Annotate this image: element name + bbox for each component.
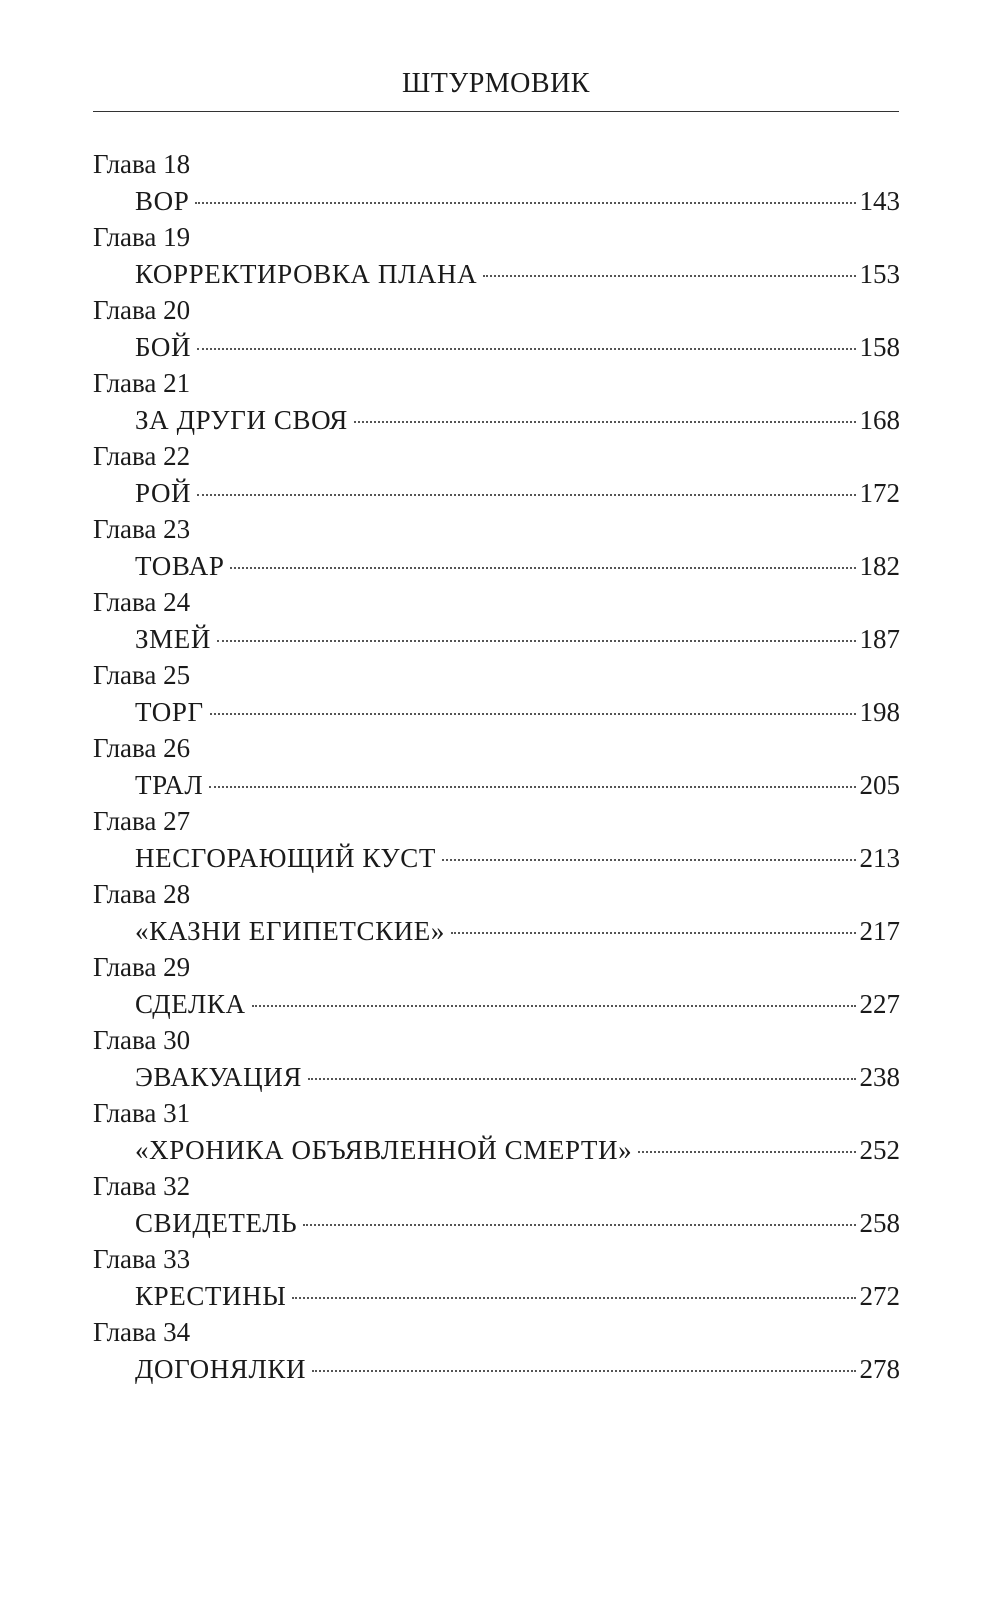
toc-title-line: [135, 694, 900, 730]
chapter-label: Глава 27: [93, 806, 191, 836]
dot-leader: [303, 1224, 855, 1226]
toc-entry: [93, 512, 900, 585]
dot-leader: [209, 786, 855, 788]
running-head-title: ШТУРМОВИК: [402, 68, 590, 99]
chapter-title: ДОГОНЯЛКИ: [135, 1354, 307, 1384]
chapter-title: ЭВАКУАЦИЯ: [135, 1062, 302, 1092]
toc-title-line: [135, 1278, 900, 1314]
chapter-label: Глава 25: [93, 660, 191, 690]
page-number: 217: [859, 916, 900, 946]
page-number: 187: [859, 624, 900, 654]
chapter-title: СВИДЕТЕЛЬ: [135, 1208, 298, 1238]
chapter-label: Глава 20: [93, 295, 191, 325]
toc-entry: [93, 804, 900, 877]
chapter-title: РОЙ: [135, 478, 192, 508]
toc-title-line: [135, 183, 900, 219]
page-number: 213: [859, 843, 900, 873]
chapter-label: Глава 19: [93, 222, 191, 252]
chapter-label: Глава 24: [93, 587, 191, 617]
toc-title-line: [135, 986, 900, 1022]
chapter-title: ТРАЛ: [135, 770, 204, 800]
chapter-label: Глава 18: [93, 149, 191, 179]
toc-entry: [93, 950, 900, 1023]
toc-entry: [93, 1315, 900, 1388]
chapter-title: ВОР: [135, 186, 190, 216]
toc-title-line: [135, 767, 900, 803]
chapter-label: Глава 23: [93, 514, 191, 544]
page-number: 182: [859, 551, 900, 581]
page-number: 227: [859, 989, 900, 1019]
dot-leader: [354, 421, 856, 423]
dot-leader: [292, 1297, 855, 1299]
page-number: 172: [859, 478, 900, 508]
toc-entry: [93, 585, 900, 658]
toc-title-line: [135, 1132, 900, 1168]
chapter-label: Глава 31: [93, 1098, 191, 1128]
page-number: 258: [859, 1208, 900, 1238]
toc-entry: [93, 877, 900, 950]
page-number: 143: [859, 186, 900, 216]
chapter-label: Глава 34: [93, 1317, 191, 1347]
toc-entry: [93, 731, 900, 804]
toc-entry: [93, 293, 900, 366]
page-number: 198: [859, 697, 900, 727]
dot-leader: [442, 859, 856, 861]
dot-leader: [308, 1078, 856, 1080]
chapter-label: Глава 33: [93, 1244, 191, 1274]
dot-leader: [210, 713, 856, 715]
chapter-label: Глава 28: [93, 879, 191, 909]
toc-entry: [93, 1169, 900, 1242]
toc-entry: [93, 366, 900, 439]
toc-title-line: [135, 256, 900, 292]
toc-entry: [93, 147, 900, 220]
chapter-label: Глава 26: [93, 733, 191, 763]
toc-title-line: [135, 1205, 900, 1241]
toc-title-line: [135, 475, 900, 511]
chapter-title: КОРРЕКТИРОВКА ПЛАНА: [135, 259, 478, 289]
chapter-title: СДЕЛКА: [135, 989, 246, 1019]
toc-entry: [93, 1096, 900, 1169]
toc-title-line: [135, 913, 900, 949]
toc-title-line: [135, 840, 900, 876]
toc-entry: [93, 220, 900, 293]
page-number: 205: [859, 770, 900, 800]
dot-leader: [230, 567, 855, 569]
page-number: 252: [859, 1135, 900, 1165]
chapter-title: ЗА ДРУГИ СВОЯ: [135, 405, 348, 435]
dot-leader: [483, 275, 855, 277]
page-number: 272: [859, 1281, 900, 1311]
page-number: 158: [859, 332, 900, 362]
dot-leader: [197, 348, 855, 350]
toc-title-line: [135, 1351, 900, 1387]
dot-leader: [638, 1151, 855, 1153]
toc-title-line: [135, 621, 900, 657]
chapter-title: НЕСГОРАЮЩИЙ КУСТ: [135, 843, 436, 873]
chapter-title: ТОВАР: [135, 551, 225, 581]
chapter-title: ТОРГ: [135, 697, 204, 727]
chapter-label: Глава 32: [93, 1171, 191, 1201]
toc-entry: [93, 658, 900, 731]
chapter-label: Глава 22: [93, 441, 191, 471]
chapter-title: ЗМЕЙ: [135, 624, 211, 654]
toc-title-line: [135, 329, 900, 365]
dot-leader: [252, 1005, 856, 1007]
chapter-title: «КАЗНИ ЕГИПЕТСКИЕ»: [135, 916, 446, 946]
toc-title-line: [135, 548, 900, 584]
toc-title-line: [135, 402, 900, 438]
dot-leader: [451, 932, 855, 934]
dot-leader: [312, 1370, 855, 1372]
chapter-label: Глава 21: [93, 368, 191, 398]
toc-entry: [93, 1023, 900, 1096]
dot-leader: [197, 494, 855, 496]
toc-entry: [93, 439, 900, 512]
dot-leader: [217, 640, 856, 642]
chapter-title: «ХРОНИКА ОБЪЯВЛЕННОЙ СМЕРТИ»: [135, 1135, 633, 1165]
table-of-contents: [93, 147, 900, 1388]
chapter-title: КРЕСТИНЫ: [135, 1281, 287, 1311]
chapter-label: Глава 29: [93, 952, 191, 982]
chapter-label: Глава 30: [93, 1025, 191, 1055]
page-number: 238: [859, 1062, 900, 1092]
header-rule: [93, 111, 899, 112]
toc-title-line: [135, 1059, 900, 1095]
page-number: 278: [859, 1354, 900, 1384]
page-number: 153: [859, 259, 900, 289]
chapter-title: БОЙ: [135, 332, 192, 362]
toc-entry: [93, 1242, 900, 1315]
dot-leader: [195, 202, 855, 204]
page-number: 168: [859, 405, 900, 435]
